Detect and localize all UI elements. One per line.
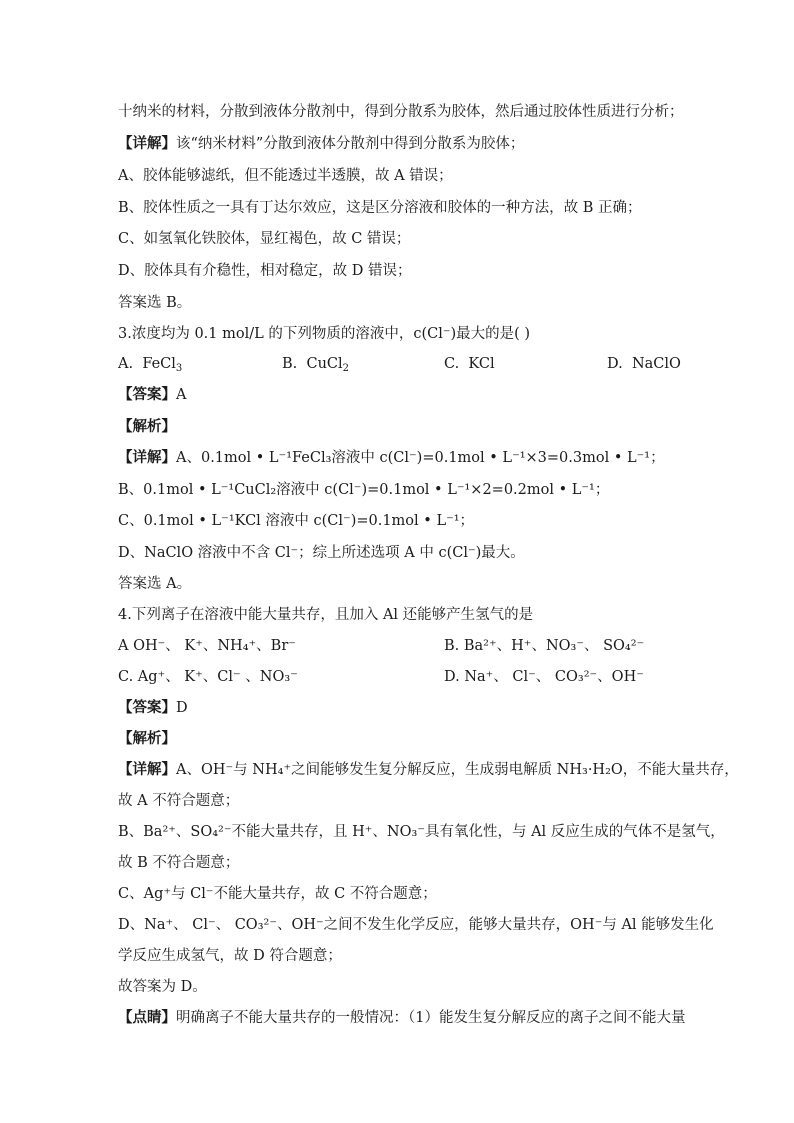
q3-answer xyxy=(118,385,186,405)
option-text: NaClO xyxy=(631,356,681,372)
q3-analysis-tag: 【解析】 xyxy=(118,418,176,435)
q4-conclusion: 故答案为 D。 xyxy=(118,979,207,995)
q3-option-c xyxy=(444,354,495,374)
option-text: KCl xyxy=(468,356,495,372)
q4-option-d: D. Na⁺、 Cl⁻、 CO₃²⁻、OH⁻ xyxy=(444,669,644,685)
q4-option-a: A OH⁻、 K⁺、NH₄⁺、Br⁻ xyxy=(118,638,296,654)
q4-tip xyxy=(118,1008,685,1028)
text-line: A、胶体能够滤纸，但不能透过半透膜，故 A 错误； xyxy=(118,168,453,184)
option-label: D. xyxy=(607,356,623,372)
q3-option-b: B. CuCl$_2$ xyxy=(282,356,350,374)
q4-detail-b1: B、Ba²⁺、SO₄²⁻不能大量共存，且 H⁺、NO₃⁻具有氧化性，与 Al 反应生成的气体不是氢气， xyxy=(118,824,725,840)
answer-tag: 【答案】 xyxy=(118,386,176,403)
q4-detail-d1: D、Na⁺、 Cl⁻、 CO₃²⁻、OH⁻之间不发生化学反应，能够大量共存，OH⁻与 Al 能够发生化 xyxy=(118,917,714,933)
answer-tag: 【答案】 xyxy=(118,699,176,716)
tip-text: 明确离子不能大量共存的一般情况：（1）能发生复分解反应的离子之间不能大量 xyxy=(176,1010,686,1026)
q3-option-a: A. FeCl$_3$ xyxy=(118,356,183,374)
q4-option-b: B. Ba²⁺、H⁺、NO₃⁻、 SO₄²⁻ xyxy=(444,638,645,654)
option-text: FeCl xyxy=(142,356,176,372)
detail-text: 该“纳米材料”分散到液体分散剂中得到分散系为胶体； xyxy=(176,136,525,152)
detail-tag: 【详解】 xyxy=(118,135,176,152)
option-label: B. xyxy=(282,356,298,372)
q3-option-d xyxy=(607,354,681,374)
text-line: D、胶体具有介稳性，相对稳定，故 D 错误； xyxy=(118,263,412,279)
q4-option-c: C. Ag⁺、 K⁺、Cl⁻ 、NO₃⁻ xyxy=(118,669,298,685)
q4-detail-a1 xyxy=(118,760,739,780)
question-4-stem: 4.下列离子在溶液中能大量共存，且加入 Al 还能够产生氢气的是 xyxy=(118,607,534,623)
answer-value: D xyxy=(176,700,188,716)
text-line: 十纳米的材料，分散到液体分散剂中，得到分散系为胶体，然后通过胶体性质进行分析； xyxy=(118,104,684,120)
question-3-stem: 3.浓度均为 0.1 mol/L 的下列物质的溶液中，c(Cl⁻)最大的是( ) xyxy=(118,326,531,342)
q3-detail-d: D、NaClO 溶液中不含 Cl⁻；综上所述选项 A 中 c(Cl⁻)最大。 xyxy=(118,545,525,561)
option-label: A. xyxy=(118,356,134,372)
q4-answer xyxy=(118,698,188,718)
option-label: C. xyxy=(444,356,460,372)
q3-detail-a xyxy=(118,448,665,468)
text-line: 答案选 B。 xyxy=(118,295,192,311)
q4-analysis-tag: 【解析】 xyxy=(118,730,176,747)
text-line: C、如氢氧化铁胶体，显红褐色，故 C 错误； xyxy=(118,231,411,247)
detail-text: A、OH⁻与 NH₄⁺之间能够发生复分解反应，生成弱电解质 NH₃·H₂O，不能大量共存， xyxy=(176,762,739,778)
text-line: B、胶体性质之一具有丁达尔效应，这是区分溶液和胶体的一种方法，故 B 正确； xyxy=(118,200,642,216)
detail-tag: 【详解】 xyxy=(118,449,176,466)
q4-detail-c: C、Ag⁺与 Cl⁻不能大量共存，故 C 不符合题意； xyxy=(118,886,437,902)
detail-tag: 【详解】 xyxy=(118,761,176,778)
q4-detail-a2: 故 A 不符合题意； xyxy=(118,793,240,809)
detail-text: A、0.1mol • L⁻¹FeCl₃溶液中 c(Cl⁻)=0.1mol • L⁻¹×3=0.3mol • L⁻¹； xyxy=(176,450,665,466)
q3-detail-b: B、0.1mol • L⁻¹CuCl₂溶液中 c(Cl⁻)=0.1mol • L⁻¹×2=0.2mol • L⁻¹； xyxy=(118,482,610,498)
option-text: CuCl xyxy=(306,356,343,372)
q3-conclusion: 答案选 A。 xyxy=(118,576,192,592)
q3-detail-c: C、0.1mol • L⁻¹KCl 溶液中 c(Cl⁻)=0.1mol • L⁻¹； xyxy=(118,513,475,529)
text-line xyxy=(118,134,524,154)
q4-detail-d2: 学反应生成氢气，故 D 符合题意； xyxy=(118,948,342,964)
q4-detail-b2: 故 B 不符合题意； xyxy=(118,855,240,871)
answer-value: A xyxy=(176,387,187,403)
tip-tag: 【点睛】 xyxy=(118,1009,176,1026)
